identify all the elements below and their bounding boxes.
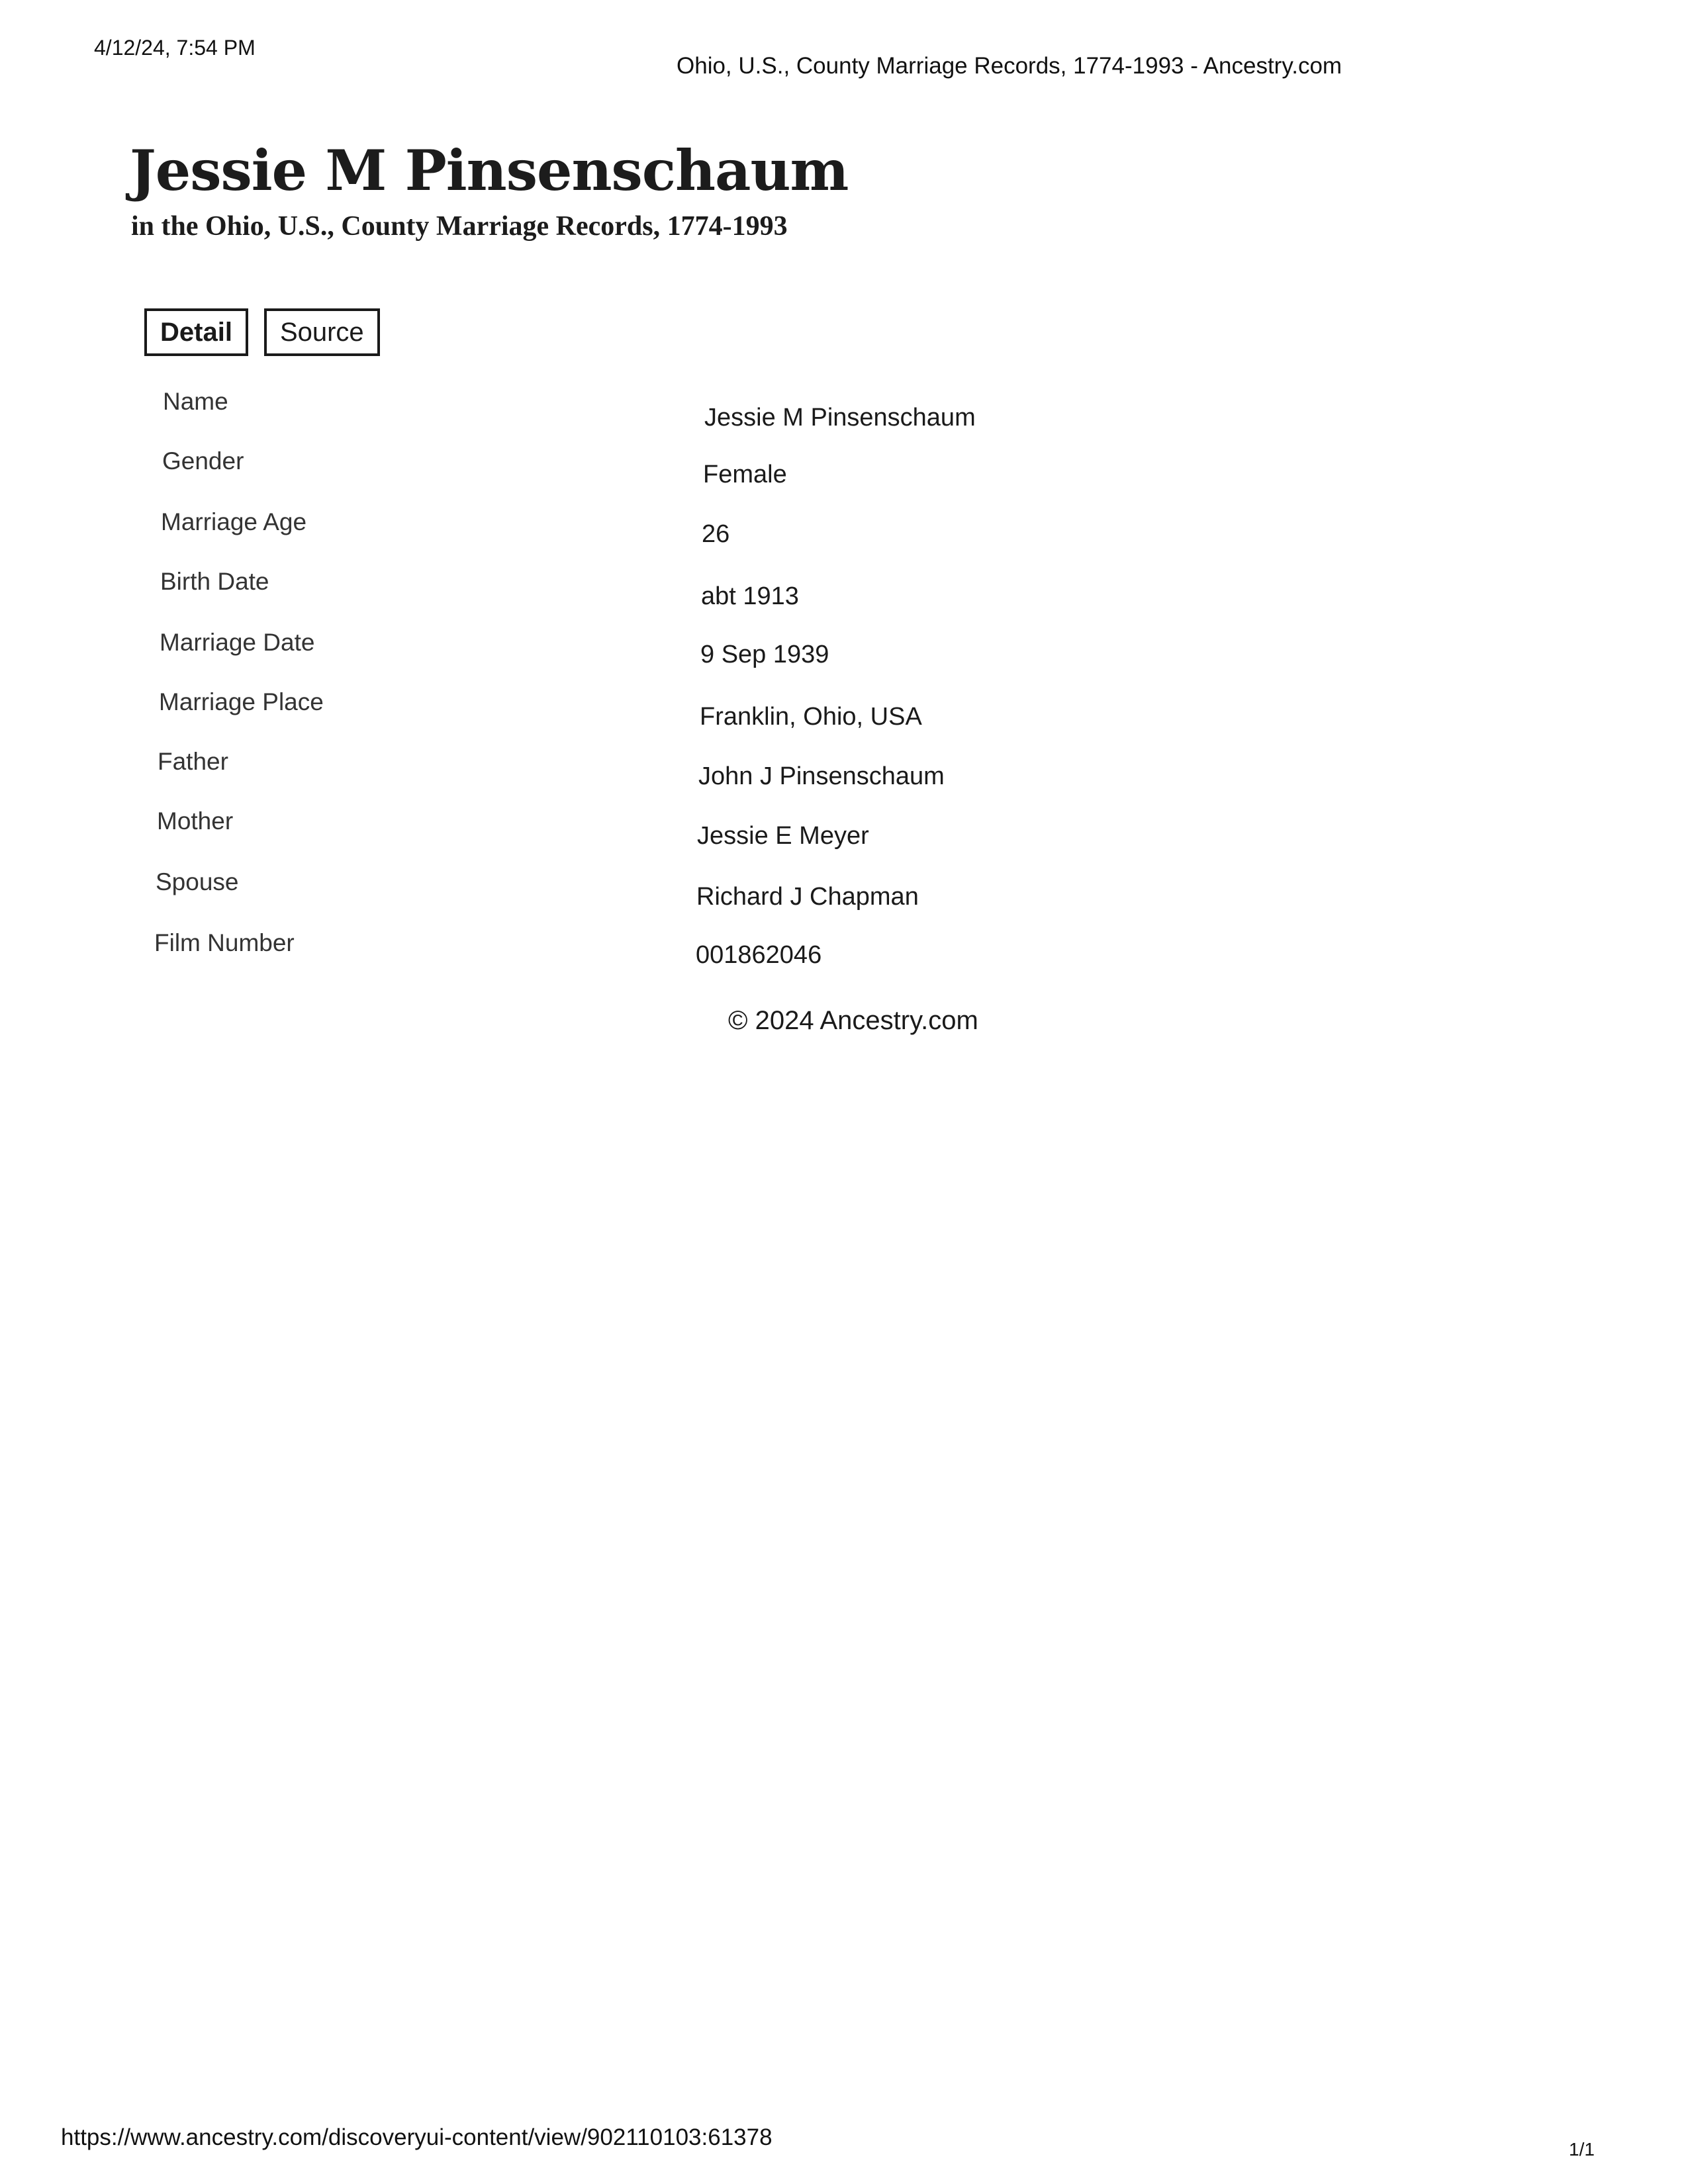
record-collection-subtitle: in the Ohio, U.S., County Marriage Records, 1774-1993 xyxy=(131,211,788,242)
field-label: Gender xyxy=(162,447,244,475)
field-label: Film Number xyxy=(154,929,295,956)
field-value: Female xyxy=(703,461,787,488)
record-tabs xyxy=(144,308,380,356)
field-label: Spouse xyxy=(156,868,239,895)
print-page-number: 1/1 xyxy=(1569,2139,1595,2160)
field-label: Mother xyxy=(157,807,234,835)
field-value: 001862046 xyxy=(696,941,822,969)
field-label: Father xyxy=(158,748,228,775)
field-label: Marriage Age xyxy=(161,508,307,535)
field-value: 9 Sep 1939 xyxy=(700,641,829,668)
record-title: Jessie M Pinsenschaum xyxy=(130,138,849,203)
copyright-notice: © 2024 Ancestry.com xyxy=(728,1006,978,1035)
tab-detail[interactable]: Detail xyxy=(144,308,248,356)
field-value: 26 xyxy=(702,520,730,548)
field-value: John J Pinsenschaum xyxy=(698,762,945,790)
field-label: Birth Date xyxy=(160,568,269,595)
field-value: Jessie M Pinsenschaum xyxy=(704,404,976,432)
field-value: Richard J Chapman xyxy=(696,883,919,911)
print-datetime: 4/12/24, 7:54 PM xyxy=(94,36,256,60)
field-label: Marriage Place xyxy=(159,688,324,715)
tab-source[interactable]: Source xyxy=(264,308,380,356)
print-page-title: Ohio, U.S., County Marriage Records, 1774-1993 - Ancestry.com xyxy=(677,53,1342,79)
print-footer-url: https://www.ancestry.com/discoveryui-content/view/902110103:61378 xyxy=(61,2124,773,2150)
field-label: Marriage Date xyxy=(160,629,315,656)
field-label: Name xyxy=(163,388,228,415)
field-value: Franklin, Ohio, USA xyxy=(700,703,922,731)
field-value: abt 1913 xyxy=(701,582,799,610)
field-value: Jessie E Meyer xyxy=(697,822,869,850)
